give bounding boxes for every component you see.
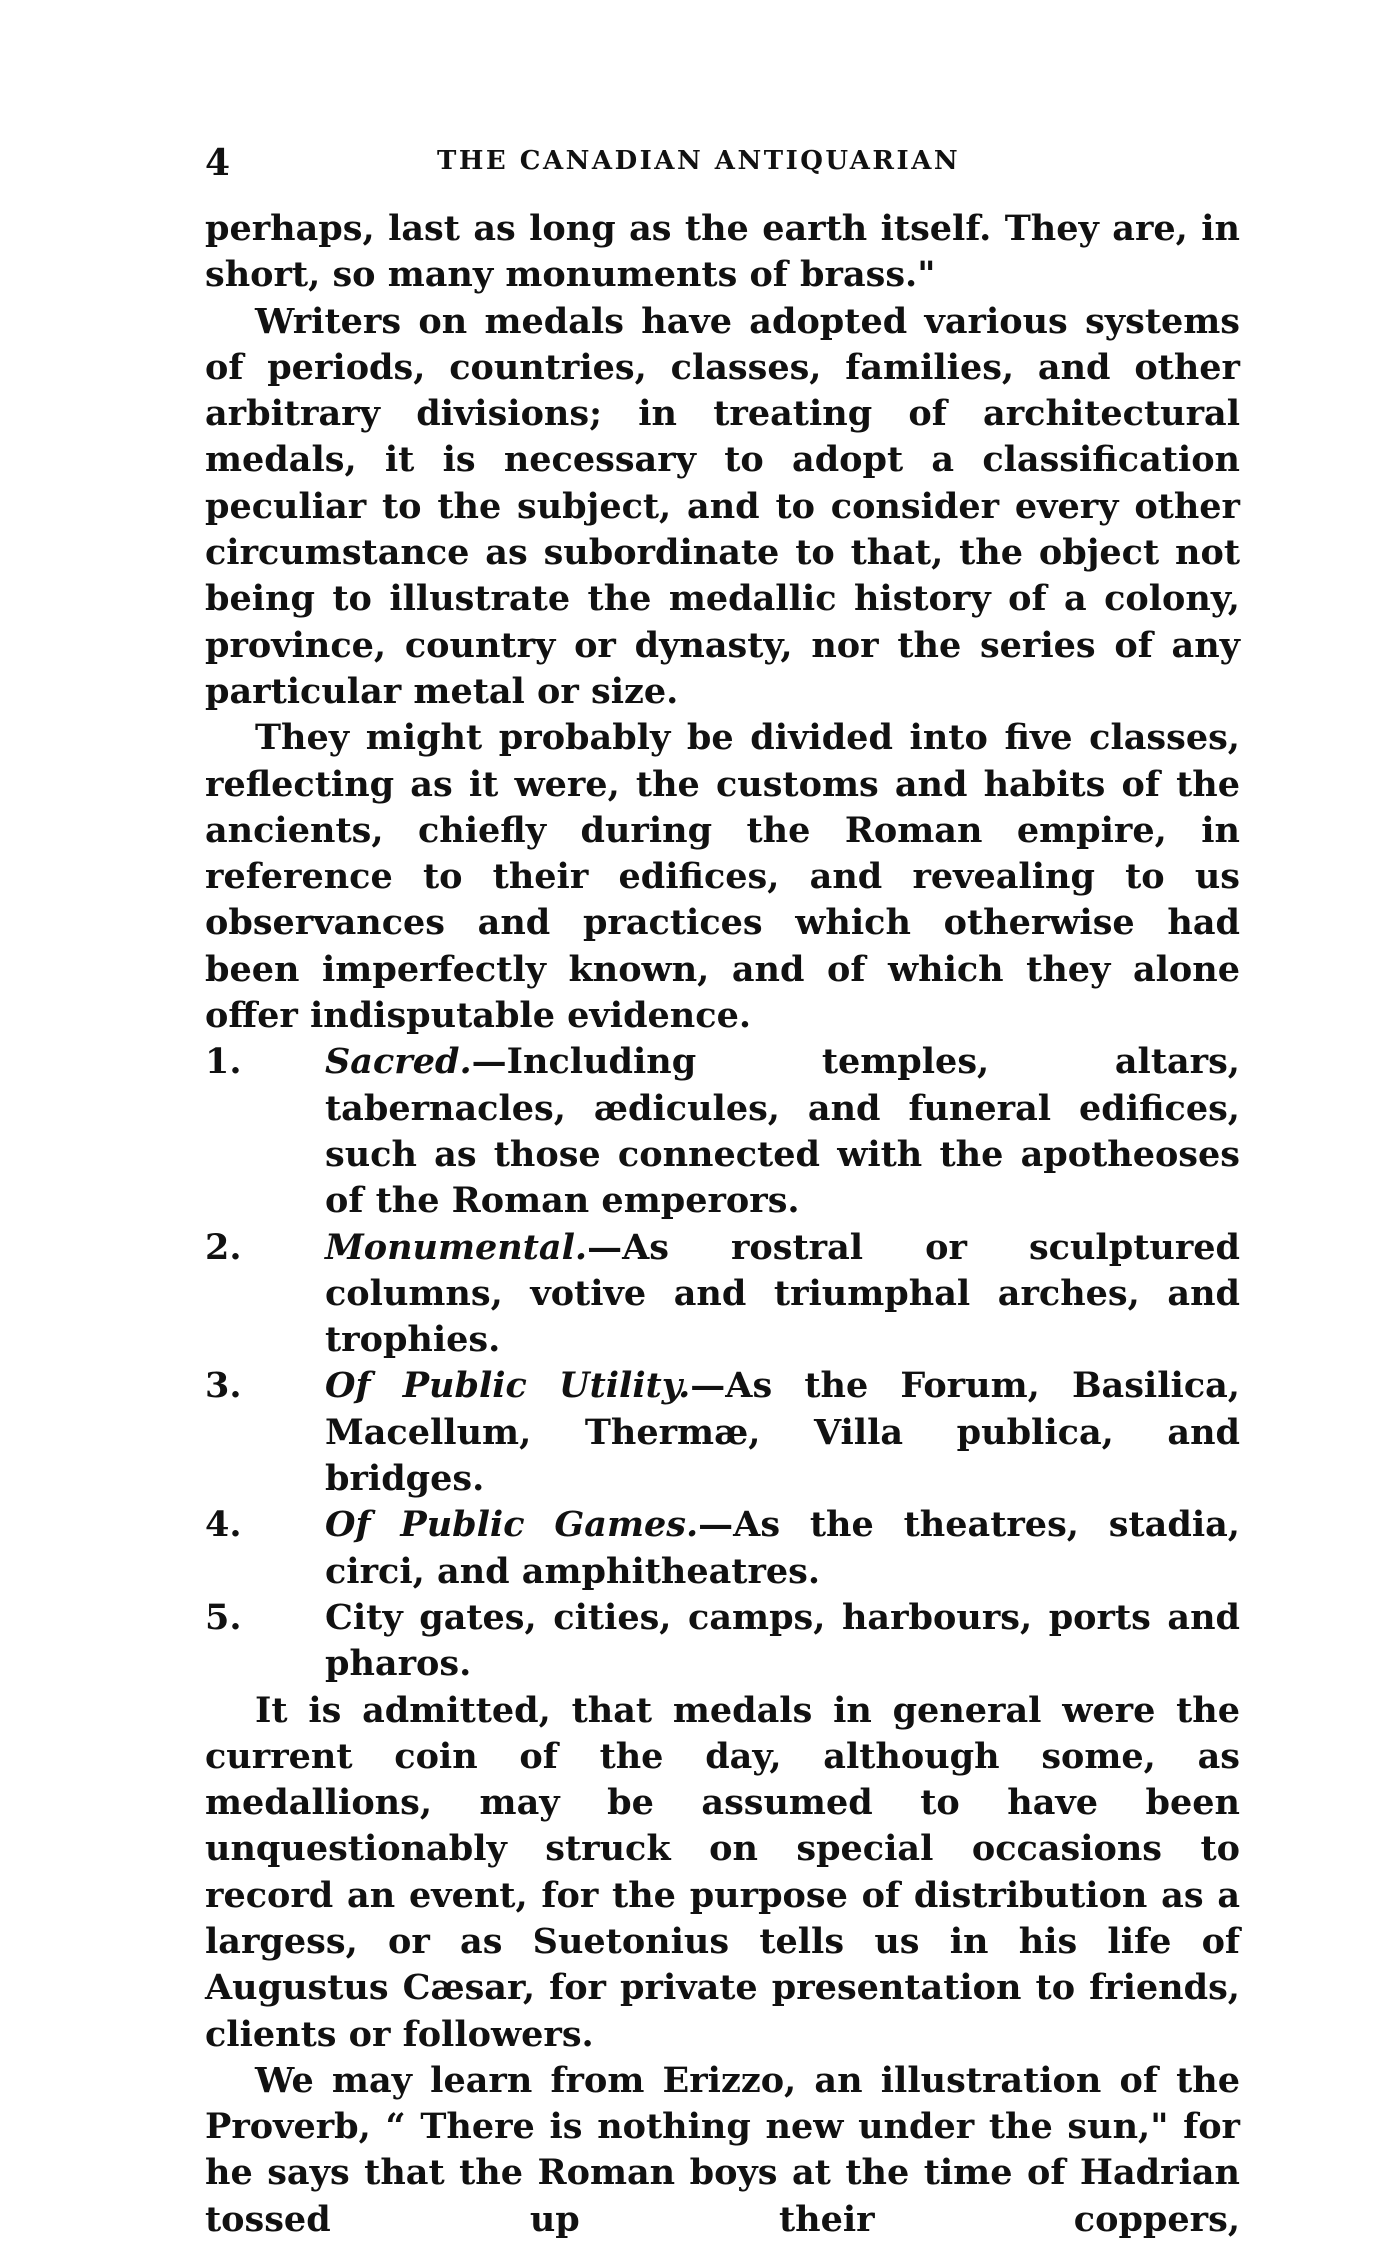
list-item <box>205 1039 1240 1224</box>
list-item-text: City gates, cities, camps, harbours, ports and pharos. <box>325 1596 1240 1685</box>
list-item <box>205 1502 1240 1595</box>
list-item <box>205 1225 1240 1364</box>
list-item-text: —As rostral or sculptured columns, votive and triumphal arches, and trophies. <box>325 1226 1240 1361</box>
page-header <box>205 136 1240 186</box>
paragraph-erizzo: We may learn from Erizzo, an illustration of the Proverb, “ There is nothing new under the sun," for he says that the Roman boys at the time of Hadrian tossed up their coppers, <box>205 2059 1240 2240</box>
list-item <box>205 1363 1240 1502</box>
list-item-title: Sacred. <box>325 1041 472 1083</box>
paragraph-continuation: perhaps, last as long as the earth itself. They are, in short, so many monuments of brass." <box>205 208 1240 296</box>
running-title: THE CANADIAN ANTIQUARIAN <box>437 146 961 176</box>
list-item-title: Of Public Games. <box>325 1504 699 1546</box>
list-item-text: —Including temples, altars, tabernacles, ædicules, and funeral edifices, such as those connected with the apotheoses of the Roman emperors. <box>325 1041 1240 1222</box>
list-item-text: —As the theatres, stadia, circi, and amphitheatres. <box>325 1504 1240 1592</box>
list-item-number: 3. <box>205 1365 242 1407</box>
list-item-text: —As the Forum, Basilica, Macellum, Thermæ, Villa publica, and bridges. <box>325 1365 1240 1500</box>
list-item-number: 1. <box>205 1041 242 1083</box>
list-item-number: 4. <box>205 1504 242 1546</box>
page-number: 4 <box>205 142 231 184</box>
paragraph-five-classes: They might probably be divided into five classes, reflecting as it were, the customs and habits of the ancients, chiefly during the Roman empire, in reference to their edifices, and revealing to us observances and practices which otherwise had been imperfectly known, and of which they alone offer indisputable evidence. <box>205 717 1240 1037</box>
list-item-number: 5. <box>205 1596 242 1638</box>
classes-list <box>205 1039 1240 1687</box>
list-item-title: Monumental. <box>325 1226 588 1268</box>
list-item-number: 2. <box>205 1226 242 1268</box>
paragraph-writers-on-medals: Writers on medals have adopted various systems of periods, countries, classes, families, and other arbitrary divisions; in treating of architectural medals, it is necessary to adopt a classification peculiar to the subject, and to consider every other circumstance as subordinate to that, the object not being to illustrate the medallic history of a colony, province, country or dynasty, nor the series of any particular metal or size. <box>205 300 1240 712</box>
list-item-title: Of Public Utility. <box>325 1365 691 1407</box>
list-item <box>205 1595 1240 1688</box>
paragraph-medals-as-coin: It is admitted, that medals in general were the current coin of the day, although some, as medallions, may be assumed to have been unquestionably struck on special occasions to record an event, for the purpose of distribution as a largess, or as Suetonius tells us in his life of Augustus Cæsar, for private presentation to friends, clients or followers. <box>205 1689 1240 2055</box>
body-text <box>205 206 1240 2243</box>
